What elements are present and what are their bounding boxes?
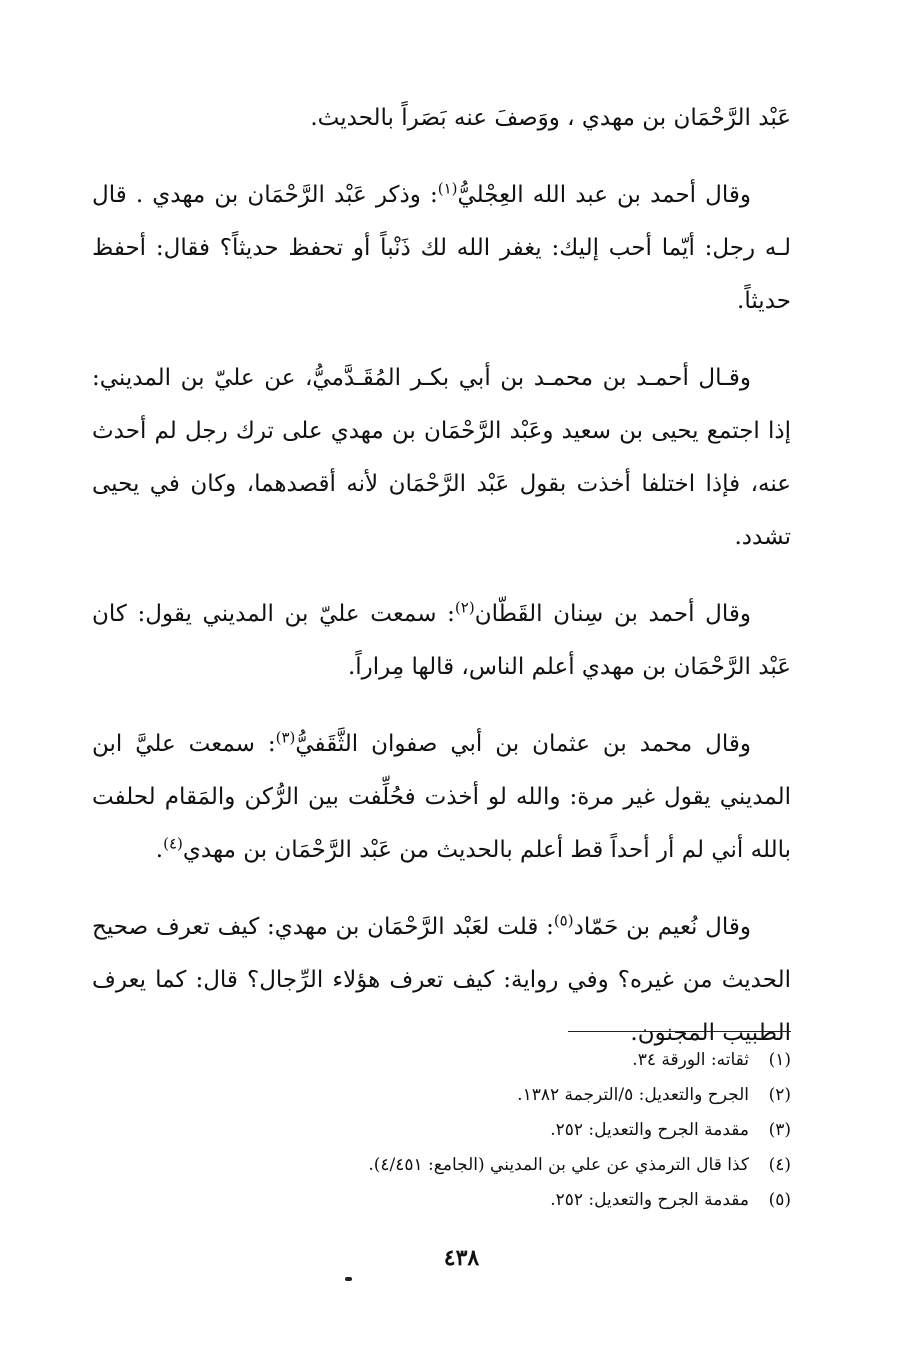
footnote-number: (١) <box>768 1050 791 1070</box>
page-number: ٤٣٨ <box>443 1245 480 1271</box>
main-text <box>92 92 791 1069</box>
paragraph-text: : قلت لعَبْد الرَّحْمَان بن مهدي: كيف تعرف صحيح الحديث من غيره؟ وفي رواية: كيف تعرف هؤلاء الرِّجال؟ قال: كما يعرف الطبيب المجنون. <box>92 914 791 1046</box>
paragraph-5 <box>92 901 791 1060</box>
paragraph-text: وقـال أحمـد بن محمـد بن أبي بكـر المُقَـدَّميُّ، عن عليّ بن المديني: إذا اجتمع يحيى بن سعيد وعَبْد الرَّحْمَان بن مهدي على ترك رجل لم أحدث عنه، فإذا اختلفا أخذت بقول عَبْد الرَّحْمَان لأنه أقصدهما، وكان في يحيى تشدد. <box>92 365 791 550</box>
footnote-text: الجرح والتعديل: ٥/الترجمة ١٣٨٢. <box>517 1085 749 1105</box>
footnotes-list <box>140 1043 791 1218</box>
footnote-number: (٣) <box>768 1120 791 1140</box>
footnote-reference: (٥) <box>553 911 574 930</box>
footnote-text: ثقاته: الورقة ٣٤. <box>632 1050 749 1070</box>
footnote-item <box>140 1113 791 1148</box>
paragraph-text: وقال أحمد بن عبد الله العِجْليُّ <box>457 182 751 208</box>
paragraph-3 <box>92 588 791 694</box>
footnote-reference: (٤) <box>163 834 183 853</box>
paragraph-text: وقال نُعيم بن حَمّاد <box>573 914 751 940</box>
footnote-number: (٥) <box>768 1190 791 1210</box>
paragraph-text: . <box>155 837 164 863</box>
paragraph-text: : سمعت عليَّ ابن المديني يقول غير مرة: والله لو أخذت فحُلِّفت بين الرُّكن والمَقام لحلفت بالله أني لم أر أحداً قط أعلم بالحديث من عَبْد الرَّحْمَان بن مهدي <box>92 731 791 863</box>
footnote-text: مقدمة الجرح والتعديل: ٢٥٢. <box>550 1120 749 1140</box>
paragraph-0 <box>92 92 791 145</box>
paragraph-text: : وذكر عَبْد الرَّحْمَان بن مهدي . قال لـه رجل: أيّما أحب إليك: يغفر الله لك ذَنْباً أو تحفظ حديثاً؟ فقال: أحفظ حديثاً. <box>92 182 791 314</box>
paragraph-text: وقال أحمد بن سِنان القَطّان <box>474 601 751 627</box>
footnote-separator <box>568 1031 791 1032</box>
footnote-number: (٢) <box>768 1085 791 1105</box>
footnote-item <box>140 1043 791 1078</box>
paragraph-4 <box>92 718 791 877</box>
footnote-text: كذا قال الترمذي عن علي بن المديني (الجامع: ٤/٤٥١). <box>368 1155 749 1175</box>
footnote-number: (٤) <box>768 1155 791 1175</box>
print-speck <box>345 1277 352 1281</box>
footnote-reference: (٣) <box>275 728 296 747</box>
footnote-reference: (١) <box>437 179 458 198</box>
footnote-item <box>140 1183 791 1218</box>
paragraph-1 <box>92 169 791 328</box>
footnote-item <box>140 1148 791 1183</box>
footnote-reference: (٢) <box>454 598 475 617</box>
footnote-item <box>140 1078 791 1113</box>
paragraph-text: : سمعت عليّ بن المديني يقول: كان عَبْد الرَّحْمَان بن مهدي أعلم الناس، قالها مِراراً. <box>92 601 791 680</box>
paragraph-text: عَبْد الرَّحْمَان بن مهدي ، ووَصفَ عنه بَصَراً بالحديث. <box>310 105 791 131</box>
paragraph-2 <box>92 352 791 564</box>
paragraph-text: وقال محمد بن عثمان بن أبي صفوان الثَّقَفيُّ <box>295 731 752 757</box>
footnote-text: مقدمة الجرح والتعديل: ٢٥٢. <box>550 1190 749 1210</box>
